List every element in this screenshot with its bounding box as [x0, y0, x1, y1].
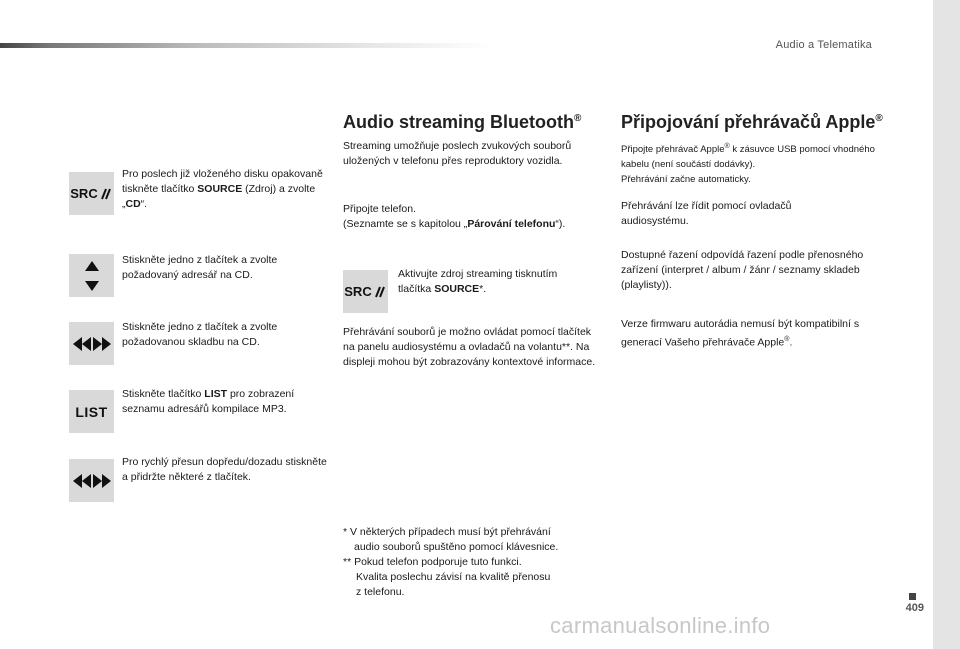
- streaming-intro: Streaming umožňuje poslech zvukových souborů uložených v telefonu přes reproduktory vozidla.: [343, 140, 572, 167]
- list-button-icon: LIST: [69, 390, 114, 433]
- section-title: Audio a Telematika: [775, 39, 872, 51]
- page-marker: [909, 593, 916, 600]
- apple-players-heading: Připojování přehrávačů Apple®: [621, 112, 883, 132]
- firmware-compatibility-text: Verze firmwaru autorádia nemusí být kompatibilní s generací Vašeho přehrávače Apple®.: [621, 318, 860, 349]
- track-select-instruction: Stiskněte jedno z tlačítek a zvolte požadovanou skladbu na CD.: [122, 321, 278, 348]
- folder-select-instruction: Stiskněte jedno z tlačítek a zvolte požadovaný adresář na CD.: [122, 254, 278, 281]
- connect-phone-text: Připojte telefon. (Seznamte se s kapitolou „Párování telefonu“).: [343, 203, 566, 230]
- page-number: 409: [905, 602, 924, 614]
- watermark: carmanualsonline.info: [550, 613, 771, 638]
- cd-source-instruction: Pro poslech již vloženého disku opakovaně tiskněte tlačítko SOURCE (Zdroj) a zvolte „CD“.: [122, 168, 323, 210]
- list-instruction: Stiskněte tlačítko LIST pro zobrazení seznamu adresářů kompilace MP3.: [122, 388, 295, 415]
- src-button-icon: SRC: [343, 270, 388, 313]
- footnotes: * V některých případech musí být přehrávání audio souborů spuštěno pomocí klávesnice. ** Pokud telefon podporuje tuto funkci. Kvalita poslechu závisí na kvalitě přenosu z telefonu.: [343, 526, 559, 598]
- apple-control-text: Přehrávání lze řídit pomocí ovladačů audiosystému.: [621, 200, 792, 227]
- activate-streaming-text: Aktivujte zdroj streaming tisknutím tlačítka SOURCE*.: [398, 268, 558, 295]
- apple-connect-text: Připojte přehrávač Apple® k zásuvce USB pomocí vhodného kabelu (není součástí dodávky). Přehrávání začne automaticky.: [621, 143, 875, 186]
- fast-seek-instruction: Pro rychlý přesun dopředu/dozadu stiskněte a přidržte některé z tlačítek.: [122, 456, 327, 483]
- src-button-icon: SRC: [69, 172, 114, 215]
- header-rule: [0, 43, 490, 48]
- bluetooth-streaming-heading: Audio streaming Bluetooth®: [343, 112, 582, 132]
- up-down-arrows-icon: [69, 254, 114, 297]
- prev-next-arrows-icon: [69, 322, 114, 365]
- apple-sorting-text: Dostupné řazení odpovídá řazení podle přenosného zařízení (interpret / album / žánr / seznamy skladeb (playlisty)).: [621, 249, 864, 291]
- side-tab-strip: [933, 0, 960, 649]
- prev-next-arrows-icon: [69, 459, 114, 502]
- playback-control-text: Přehrávání souborů je možno ovládat pomocí tlačítek na panelu audiosystému a ovladačů na volantu**. Na displeji mohou být zobrazovány kontextové informace.: [343, 326, 596, 368]
